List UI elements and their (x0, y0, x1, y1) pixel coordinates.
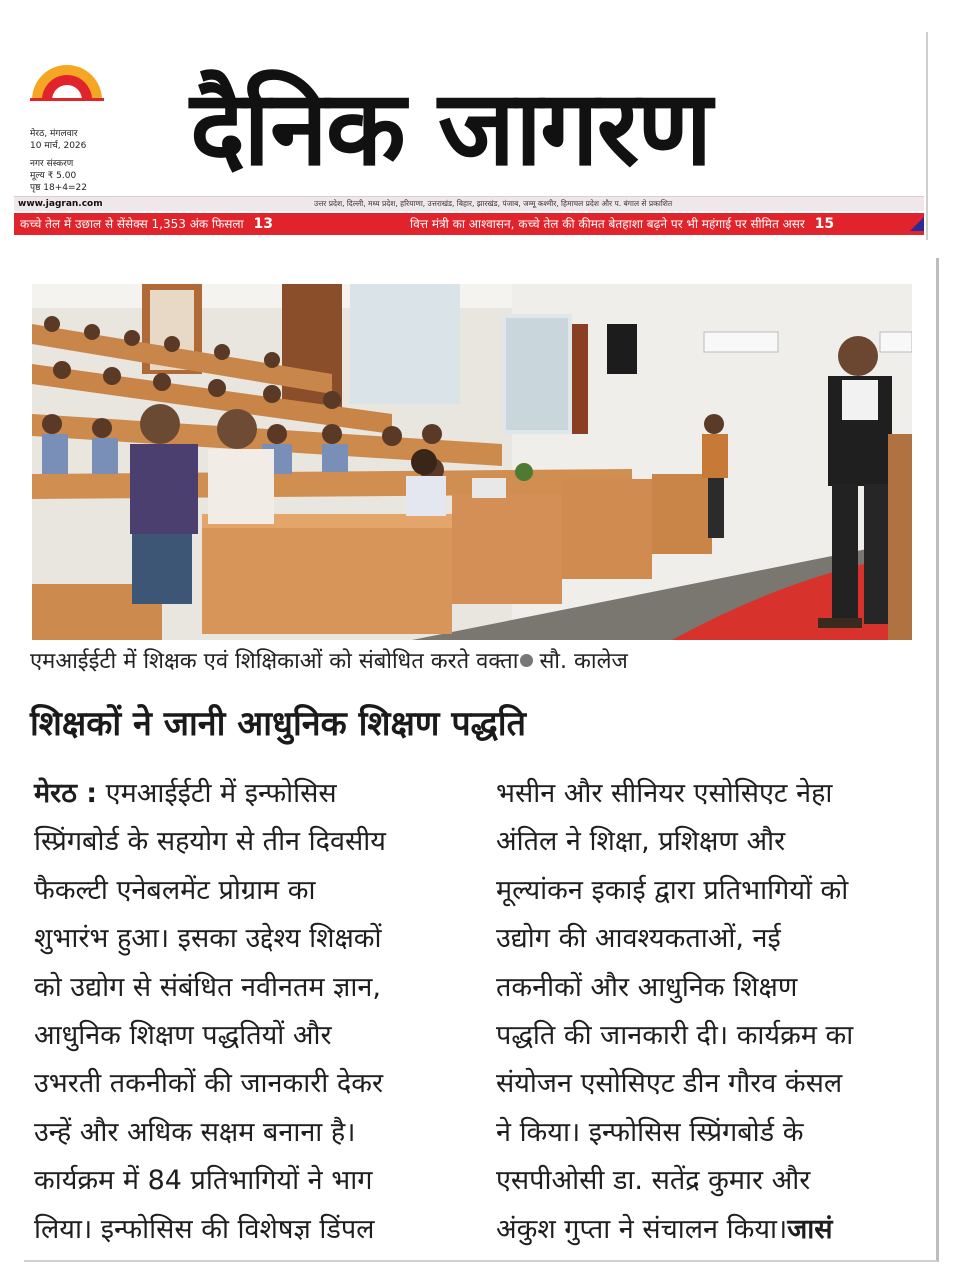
ticker-left-text: कच्चे तेल में उछाल से सेंसेक्स 1,353 अंक फिसला (20, 217, 244, 231)
body-line: भसीन और सीनियर एसोसिएट नेहा (496, 778, 833, 809)
dateline: मेरठ : (34, 778, 98, 809)
body-line: उन्हें और अधिक सक्षम बनाना है। (34, 1116, 356, 1148)
body-line: को उद्योग से संबंधित नवीनतम ज्ञान, (34, 971, 381, 1003)
body-line: अंतिल ने शिक्षा, प्रशिक्षण और (496, 826, 786, 858)
article-column-left (34, 770, 454, 1254)
ticker-left-page: 13 (253, 216, 273, 232)
bullet-dot-icon (520, 654, 533, 667)
newspaper-masthead (14, 32, 928, 240)
byline: जासं (787, 1213, 833, 1245)
caption-credit: सौ. कालेज (539, 649, 628, 674)
ticker-item-right[interactable] (410, 213, 834, 235)
price: मूल्य ₹ 5.00 (30, 171, 77, 181)
newspaper-title: दैनिक जागरण (190, 67, 711, 189)
body-line: उभरती तकनीकों की जानकारी देकर (34, 1068, 383, 1100)
body-line: कार्यक्रम में 84 प्रतिभागियों ने भाग (34, 1165, 373, 1197)
body-line: उद्योग की आवश्यकताओं, नई (496, 923, 781, 955)
photo-caption (30, 648, 910, 676)
body-line: स्प्रिंगबोर्ड के सहयोग से तीन दिवसीय (34, 826, 386, 858)
body-line: एसपीओसी डा. सतेंद्र कुमार और (496, 1165, 811, 1197)
article-headline: शिक्षकों ने जानी आधुनिक शिक्षण पद्धति (30, 704, 526, 744)
body-line: संयोजन एसोसिएट डीन गौरव कंसल (496, 1068, 843, 1100)
body-line: ने किया। इन्फोसिस स्प्रिंगबोर्ड के (496, 1116, 804, 1148)
ticker-right-page: 15 (814, 216, 835, 232)
ticker-right-text: वित्त मंत्री का आश्वासन, कच्चे तेल की कीमत बेतहाशा बढ़ने पर भी महंगाई पर सीमित असर (410, 217, 805, 231)
article-column-right (496, 770, 916, 1254)
body-line: मेरठ : एमआईईटी में इन्फोसिस (34, 778, 337, 809)
classroom-photo-illustration (32, 284, 912, 640)
issue-date: 10 मार्च, 2026 (30, 141, 87, 151)
body-line: शुभारंभ हुआ। इसका उद्देश्य शिक्षकों (34, 923, 382, 955)
news-clipping (24, 258, 939, 1262)
body-line: मूल्यांकन इकाई द्वारा प्रतिभागियों को (496, 874, 849, 906)
body-line: अंकुश गुप्ता ने संचालन किया।जासं (496, 1213, 833, 1245)
news-photo (32, 284, 912, 640)
page-count: पृष्ठ 18+4=22 (30, 183, 87, 193)
wall-speaker (607, 324, 637, 374)
jagran-sun-logo (26, 52, 108, 102)
city-day: मेरठ, मंगलवार (30, 129, 78, 139)
website-link[interactable]: www.jagran.com (18, 199, 103, 209)
body-line: आधुनिक शिक्षण पद्धतियों और (34, 1020, 332, 1052)
website-strip (14, 196, 924, 211)
page-corner-icon (910, 217, 924, 231)
edition-name: नगर संस्करण (30, 159, 74, 169)
edition-info (30, 128, 87, 194)
body-line: पद्धति की जानकारी दी। कार्यक्रम का (496, 1020, 854, 1052)
body-line: फैकल्टी एनेबलमेंट प्रोग्राम का (34, 874, 316, 906)
headline-ticker (14, 213, 924, 235)
caption-text: एमआईईटी में शिक्षक एवं शिक्षिकाओं को संबोधित करते वक्ता (30, 649, 519, 674)
body-line: तकनीकों और आधुनिक शिक्षण (496, 971, 798, 1003)
body-line: लिया। इन्फोसिस की विशेषज्ञ डिंपल (34, 1213, 375, 1245)
publication-states: उत्तर प्रदेश, दिल्ली, मध्य प्रदेश, हरियाणा, उत्तराखंड, बिहार, झारखंड, पंजाब, जम्मू कश्मीर, हिमाचल प्रदेश और प. बंगाल से प्रकाशित (314, 199, 673, 208)
ticker-item-left[interactable] (20, 213, 273, 235)
